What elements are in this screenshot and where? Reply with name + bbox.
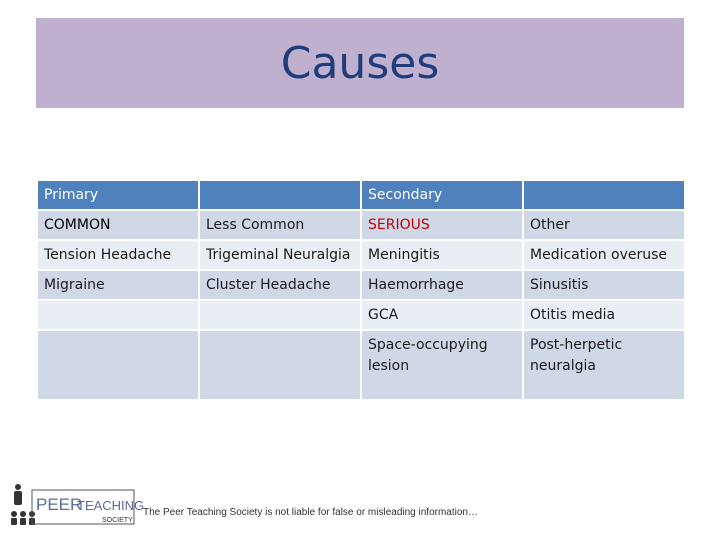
table-cell: Cluster Headache <box>199 270 361 300</box>
logo-peer-text: PEER <box>36 495 83 514</box>
table-cell: Meningitis <box>361 240 523 270</box>
header-empty <box>199 180 361 210</box>
logo-graphic <box>10 482 145 526</box>
table-cell: Otitis media <box>523 300 685 330</box>
table-cell <box>199 300 361 330</box>
table-row <box>37 330 685 400</box>
table-cell: Trigeminal Neuralgia <box>199 240 361 270</box>
table-cell <box>37 330 199 400</box>
table-row <box>37 240 685 270</box>
subheader-common: COMMON <box>37 210 199 240</box>
header-empty <box>523 180 685 210</box>
table-cell: Sinusitis <box>523 270 685 300</box>
causes-table <box>36 179 686 401</box>
table-cell: GCA <box>361 300 523 330</box>
table-row <box>37 300 685 330</box>
title-banner <box>36 18 684 108</box>
subheader-other: Other <box>523 210 685 240</box>
table-cell: Space-occupying lesion <box>361 330 523 400</box>
subheader-row <box>37 210 685 240</box>
table-row <box>37 270 685 300</box>
header-primary: Primary <box>37 180 199 210</box>
header-row <box>37 180 685 210</box>
logo-teaching-text: TEACHING <box>77 498 145 513</box>
subheader-less-common: Less Common <box>199 210 361 240</box>
table-cell: Medication overuse <box>523 240 685 270</box>
header-secondary: Secondary <box>361 180 523 210</box>
table-cell: Migraine <box>37 270 199 300</box>
logo-society-text: SOCIETY <box>102 517 133 524</box>
table-cell <box>199 330 361 400</box>
table-cell: Tension Headache <box>37 240 199 270</box>
subheader-serious: SERIOUS <box>361 210 523 240</box>
peer-teaching-society-logo <box>10 482 145 526</box>
table-cell: Haemorrhage <box>361 270 523 300</box>
table-cell: Post-herpetic neuralgia <box>523 330 685 400</box>
table-cell <box>37 300 199 330</box>
slide-title: Causes <box>280 37 440 89</box>
disclaimer-text: The Peer Teaching Society is not liable for false or misleading information… <box>143 507 478 518</box>
